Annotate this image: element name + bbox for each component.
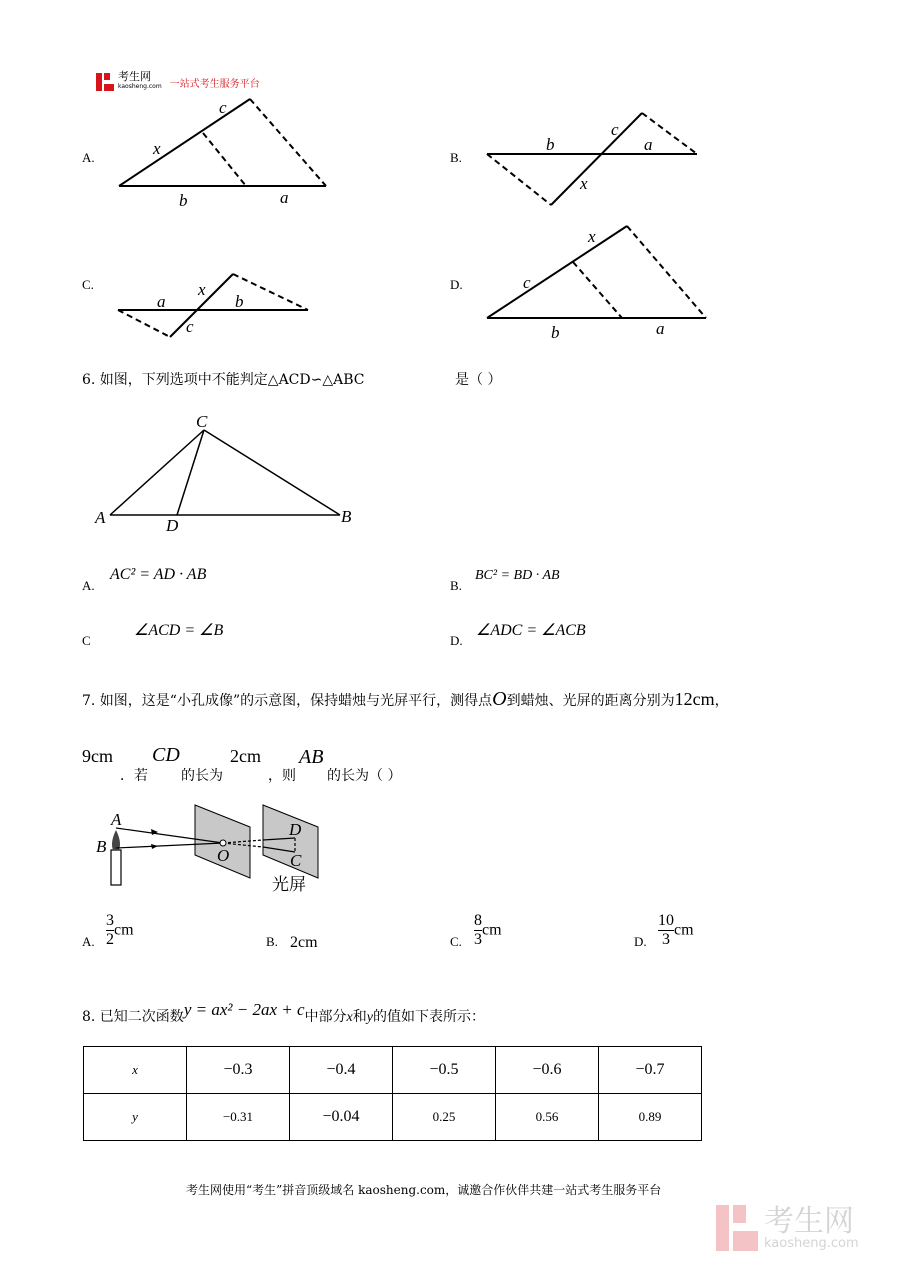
q5-figure-d [487,226,706,318]
logo-text: 考生网 [118,70,151,83]
q7-pinhole-figure [80,800,340,900]
seg-label: b [179,191,188,210]
svg-text:A: A [111,810,122,829]
seg-label: c [186,317,194,336]
watermark-logo: 考生网 kaosheng.com [716,1205,859,1251]
svg-text:C: C [290,851,302,870]
seg-label: b [235,292,244,311]
point-c-label: C [196,412,208,431]
table-row: x −0.3 −0.4 −0.5 −0.6 −0.7 [84,1047,702,1094]
candle [111,850,121,885]
svg-text:B: B [96,837,107,856]
q7-option-a-value: $\frac{3}{2}$ cm [106,912,134,948]
point-a-label: A [95,508,106,527]
q5-option-d-label: D. [450,277,463,292]
seg-label: c [219,98,227,117]
q5-option-a-label: A. [82,150,95,165]
q5-option-c-label: C. [82,277,94,292]
q7-line1: 7. 如图，这是“小孔成像”的示意图，保持蜡烛与光屏平行，测得点O到蜡烛、光屏的距离分别为12cm， [82,688,729,710]
seg-label: x [198,280,206,299]
q6-stem: 6. 如图，下列选项中不能判定△ACD∽△ABC [82,372,365,388]
seg-label: a [280,188,289,207]
svg-text:O: O [217,846,230,865]
q6-option-a-expr: AC² = AD · AB [110,566,207,583]
seg-label: b [546,135,555,154]
q6-option-c-label: C [82,633,91,648]
q7-cd: CD [152,744,180,766]
seg-label: b [551,323,560,342]
q6-option-b-expr: BC² = BD · AB [475,568,560,583]
q8-value-table [83,1046,702,1141]
footer-text: 考生网使用“考生”拼音顶级域名 kaosheng.com，诚邀合作伙伴共建一站式考生服务平台 [186,1183,662,1197]
q7-option-b-value: 2cm [290,934,318,951]
svg-text:D: D [289,820,302,839]
q6-option-d-label: D. [450,633,463,648]
q7-ab: AB [299,746,324,768]
seg-label: x [580,174,588,193]
seg-label: a [644,135,653,154]
logo-sub: kaosheng.com [118,83,162,90]
q6-option-b-label: B. [450,578,462,593]
q5-figure-c [118,274,308,337]
q7-option-a-label: A. [82,934,95,949]
table-row: y −0.31 −0.04 0.25 0.56 0.89 [84,1094,702,1141]
q7-option-d-label: D. [634,934,647,949]
q7-option-b-label: B. [266,934,278,949]
point-b-label: B [341,507,352,526]
q6-option-c-expr: ∠ACD = ∠B [134,622,224,639]
seg-label: c [523,273,531,292]
arrow-icon [151,829,158,849]
seg-label: a [157,292,166,311]
q7-option-d-value: $\frac{10}{3}$ cm [658,912,694,948]
q7-text: 的长为 [181,768,223,784]
q5-figure-b [487,113,697,205]
q6-option-a-label: A. [82,578,95,593]
seg-label: a [656,319,665,338]
q7-text: ．若 [120,768,148,784]
q6-stem-end: 是（ ） [455,372,502,388]
seg-label: x [588,227,596,246]
q7-cd-value: 2cm [230,746,261,766]
point-d-label: D [166,516,179,535]
q6-option-d-expr: ∠ADC = ∠ACB [476,622,586,639]
q5-option-b-label: B. [450,150,462,165]
q5-figures [0,0,900,360]
q8-stem: 8. 已知二次函数y = ax² − 2ax + c中部分x和y的值如下表所示： [82,1000,485,1025]
header-slogan: 一站式考生服务平台 [169,78,260,90]
flame-icon [112,830,120,850]
q7-d2: 9cm [82,746,113,766]
seg-label: c [611,120,619,139]
q7-option-c-label: C. [450,934,462,949]
seg-label: x [153,139,161,158]
q7-text: ，则 [268,768,296,784]
q7-text: 的长为（ ） [327,768,402,784]
q6-triangle-figure [80,405,380,535]
svg-text:光屏: 光屏 [272,875,306,895]
q7-option-c-value: $\frac{8}{3}$ cm [474,912,502,948]
